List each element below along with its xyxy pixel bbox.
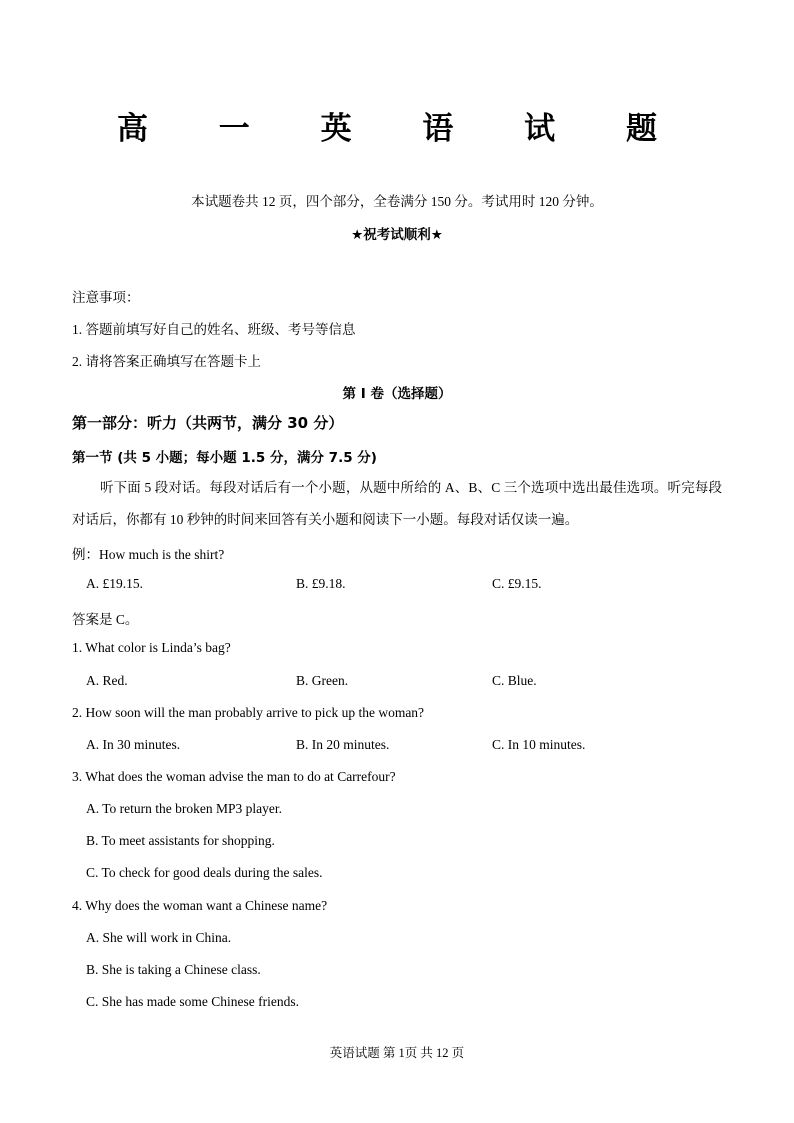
q4-option-a: A. She will work in China. [86, 930, 232, 945]
example-option-a: A. £19.15. [86, 576, 143, 591]
q4-option-b: B. She is taking a Chinese class. [86, 962, 261, 977]
blessing-text: ★祝考试顺利★ [351, 227, 443, 243]
q1-option-c: C. Blue. [492, 673, 537, 688]
page-footer: 英语试题 第 1页 共 12 页 [329, 1046, 465, 1060]
question-2: 2. How soon will the man probably arrive to pick up the woman? [72, 705, 425, 720]
question-4: 4. Why does the woman want a Chinese name? [72, 898, 328, 913]
q3-option-c: C. To check for good deals during the sales. [86, 865, 323, 880]
exam-title: 高 一 英 语 试 题 [117, 111, 687, 147]
q3-option-a: A. To return the broken MP3 player. [86, 801, 283, 816]
example-option-b: B. £9.18. [296, 576, 346, 591]
part1-title: 第一部分：听力（共两节，满分 30 分） [72, 414, 344, 432]
note-item-2: 2. 请将答案正确填写在答题卡上 [72, 354, 261, 369]
q2-option-c: C. In 10 minutes. [492, 737, 586, 752]
section1-title: 第一节 (共 5 小题；每小题 1.5 分，满分 7.5 分) [72, 450, 377, 466]
q1-option-a: A. Red. [86, 673, 128, 688]
q4-option-c: C. She has made some Chinese friends. [86, 994, 299, 1009]
volume-title: 第 I 卷（选择题） [342, 386, 452, 402]
exam-intro: 本试题卷共 12 页，四个部分，全卷满分 150 分。考试用时 120 分钟。 [191, 194, 603, 209]
example-question: 例：How much is the shirt? [72, 547, 225, 562]
example-answer: 答案是 C。 [72, 612, 139, 627]
q3-option-b: B. To meet assistants for shopping. [86, 833, 275, 848]
example-option-c: C. £9.15. [492, 576, 542, 591]
notes-heading: 注意事项： [72, 290, 140, 305]
q1-option-b: B. Green. [296, 673, 349, 688]
q2-option-b: B. In 20 minutes. [296, 737, 390, 752]
note-item-1: 1. 答题前填写好自己的姓名、班级、考号等信息 [72, 322, 356, 337]
question-3: 3. What does the woman advise the man to do at Carrefour? [72, 769, 396, 784]
question-1: 1. What color is Linda’s bag? [72, 640, 231, 655]
listening-instructions: 听下面 5 段对话。每段对话后有一个小题，从题中所给的 A、B、C 三个选项中选出最佳选项。听完每段对话后，你都有 10 秒钟的时间来回答有关小题和阅读下一小题。每段对话仅读一遍。 [72, 480, 722, 527]
q2-option-a: A. In 30 minutes. [86, 737, 181, 752]
